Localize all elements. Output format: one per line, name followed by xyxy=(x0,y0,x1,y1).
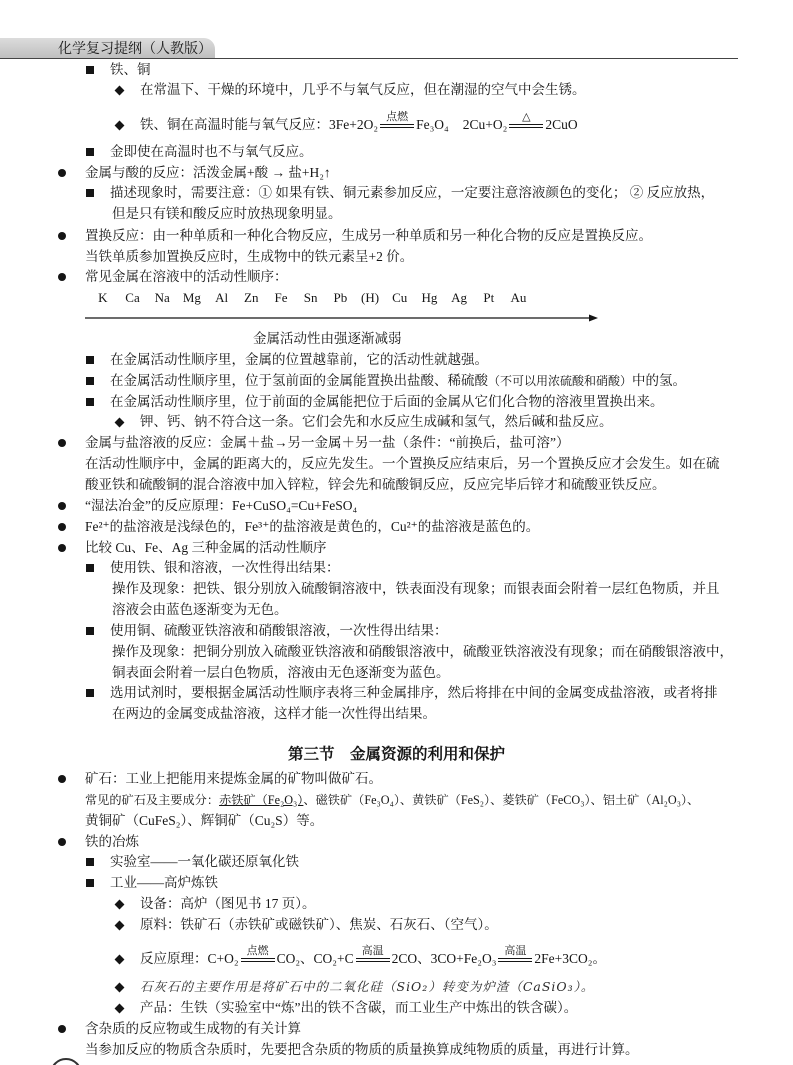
equation-lead: 铁、铜在高温时能与氧气反应：3Fe+2O₂ xyxy=(140,117,379,132)
item-text: 在金属活动性顺序里，金属的位置越靠前，它的活动性就越强。 xyxy=(110,352,488,367)
diamond-bullet-icon xyxy=(114,920,124,930)
metal-symbol: Fe xyxy=(274,290,288,305)
item-activity-rule2 xyxy=(0,371,793,391)
item-text: 比较 Cu、Fe、Ag 三种金属的活动性顺序 xyxy=(85,540,327,555)
ore-list-lead: 常见的矿石及主要成分： xyxy=(85,793,220,807)
dot-bullet-icon xyxy=(58,775,66,783)
item-text: 在常温下、干燥的环境中，几乎不与氧气反应，但在潮湿的空气中会生锈。 xyxy=(140,82,586,97)
item-hydrometallurgy xyxy=(0,496,793,516)
dot-bullet-icon xyxy=(58,439,66,447)
diamond-bullet-icon xyxy=(114,417,124,427)
dot-bullet-icon xyxy=(58,232,66,240)
square-bullet-icon xyxy=(86,627,94,635)
item-metal-acid xyxy=(0,163,793,183)
square-bullet-icon xyxy=(86,66,94,74)
item-ion-colors xyxy=(0,517,793,537)
square-bullet-icon xyxy=(86,189,94,197)
dot-bullet-icon xyxy=(58,523,66,531)
item-ore-list-cont xyxy=(0,811,793,831)
item-text: 但是只有镁和酸反应时放热现象明显。 xyxy=(112,206,342,221)
condition-text: 点燃 xyxy=(246,945,269,957)
item-gold xyxy=(0,142,793,162)
condition-text: 点燃 xyxy=(386,111,409,123)
item-text: 常见金属在溶液中的活动性顺序： xyxy=(85,269,288,284)
item-text: 当铁单质参加置换反应时，生成物中的铁元素呈+2 价。 xyxy=(85,249,414,264)
item-metal-salt-cont xyxy=(0,454,793,474)
rule-text: 在金属活动性顺序里，位于氢前面的金属能置换出盐酸、稀硫酸 xyxy=(110,373,488,388)
item-text: Fe²⁺的盐溶液是浅绿色的，Fe³⁺的盐溶液是黄色的，Cu²⁺的盐溶液是蓝色的。 xyxy=(85,519,540,534)
item-text xyxy=(85,790,699,810)
metal-symbol: Hg xyxy=(421,290,438,305)
square-bullet-icon xyxy=(86,398,94,406)
item-text: 钾、钙、钠不符合这一条。它们会先和水反应生成碱和氢气，然后碱和盐反应。 xyxy=(140,414,613,429)
item-activity-exception xyxy=(0,412,793,432)
item-text: 金属与盐溶液的反应：金属＋盐→另一金属＋另一盐（条件：“前换后，盐可溶”） xyxy=(85,435,570,450)
item-text: 酸亚铁和硫酸铜的混合溶液中加入锌粒，锌会先和硫酸铜反应，反应完毕后锌才和硫酸亚铁反应。 xyxy=(85,477,666,492)
item-text: 产品：生铁（实验室中“炼”出的铁不含碳，而工业生产中炼出的铁含碳）。 xyxy=(140,1000,578,1015)
item-metal-salt-cont xyxy=(0,475,793,495)
item-text: 在活动性顺序中，金属的距离大的，反应先发生。一个置换反应结束后，另一个置换反应才会发生。如在硫 xyxy=(85,456,720,471)
item-text: 含杂质的反应物或生成物的有关计算 xyxy=(85,1021,301,1036)
diamond-bullet-icon xyxy=(114,899,124,909)
item-text: 金属与酸的反应：活泼金属+酸 → 盐+H₂↑ xyxy=(85,165,331,180)
item-iron-copper xyxy=(0,60,793,80)
equation-part: CO₂、CO₂+C xyxy=(276,951,354,966)
square-bullet-icon xyxy=(86,689,94,697)
item-activity-rule3 xyxy=(0,392,793,412)
item-smelting-equipment xyxy=(0,894,793,914)
item-smelting-lab xyxy=(0,852,793,872)
metal-symbol: Ca xyxy=(125,290,140,305)
condition-text: 高温 xyxy=(361,945,384,957)
item-text: 溶液会由蓝色逐渐变为无色。 xyxy=(112,602,288,617)
item-impurity xyxy=(0,1019,793,1039)
item-text: “湿法冶金”的反应原理：Fe+CuSO₄=Cu+FeSO₄ xyxy=(85,498,358,513)
dot-bullet-icon xyxy=(58,273,66,281)
high-temp-equation xyxy=(140,111,578,135)
item-text: 在两边的金属变成盐溶液，这样才能一次性得出结果。 xyxy=(112,706,436,721)
item-compare-method1-cont xyxy=(0,600,793,620)
diamond-bullet-icon xyxy=(114,120,124,130)
item-text: 设备：高炉（图见书 17 页）。 xyxy=(140,896,316,911)
square-bullet-icon xyxy=(86,858,94,866)
item-iron-smelting xyxy=(0,832,793,852)
item-text: 铁的冶炼 xyxy=(85,834,139,849)
dot-bullet-icon xyxy=(58,544,66,552)
item-smelting-industry xyxy=(0,873,793,893)
ore-list-rest: 、磁铁矿（Fe₃O₄）、黄铁矿（FeS₂）、菱铁矿（FeCO₃）、铝土矿（Al₂O₃）、 xyxy=(303,793,700,807)
item-activity-rule1 xyxy=(0,350,793,370)
item-ore-list xyxy=(0,790,793,810)
item-text: 金即使在高温时也不与氧气反应。 xyxy=(110,144,313,159)
item-smelting-product xyxy=(0,998,793,1018)
reaction-condition xyxy=(380,111,414,129)
item-text: 原料：铁矿石（赤铁矿或磁铁矿）、焦炭、石灰石、（空气）。 xyxy=(140,917,498,932)
item-text: 黄铜矿（CuFeS₂）、辉铜矿（Cu₂S）等。 xyxy=(85,813,324,828)
reaction-condition xyxy=(241,945,275,963)
item-text xyxy=(110,371,686,391)
diamond-bullet-icon xyxy=(114,1003,124,1013)
item-text: 铁、铜 xyxy=(110,62,151,77)
item-text: 实验室——一氧化碳还原氧化铁 xyxy=(110,854,299,869)
item-text: 矿石：工业上把能用来提炼金属的矿物叫做矿石。 xyxy=(85,771,382,786)
metal-symbol: Pb xyxy=(333,290,348,305)
item-compare-method1 xyxy=(0,558,793,578)
diamond-bullet-icon xyxy=(114,85,124,95)
metal-symbol: Cu xyxy=(392,290,408,305)
metal-symbol: (H) xyxy=(361,290,380,305)
equation-product: Fe₃O₄ xyxy=(416,117,449,132)
metal-symbol: Sn xyxy=(303,290,318,305)
square-bullet-icon xyxy=(86,564,94,572)
square-bullet-icon xyxy=(86,148,94,156)
item-compare-method2 xyxy=(0,621,793,641)
item-text: 使用铜、硫酸亚铁溶液和硝酸银溶液，一次性得出结果： xyxy=(110,623,448,638)
diamond-bullet-icon xyxy=(114,982,124,992)
item-text: 在金属活动性顺序里，位于前面的金属能把位于后面的金属从它们化合物的溶液里置换出来。 xyxy=(110,394,664,409)
item-smelting-principle xyxy=(0,945,793,969)
item-displacement-cont xyxy=(0,247,793,267)
arrow-label-row xyxy=(0,329,793,349)
item-text: 工业——高炉炼铁 xyxy=(110,875,218,890)
metal-symbol: K xyxy=(98,290,108,305)
item-acid-note xyxy=(0,183,793,203)
item-displacement xyxy=(0,226,793,246)
item-compare-method1-cont xyxy=(0,579,793,599)
item-compare xyxy=(0,538,793,558)
section-heading: 第三节 金属资源的利用和保护 xyxy=(287,746,505,763)
item-text: 石灰石的主要作用是将矿石中的二氧化硅（SiO₂）转变为炉渣（CaSiO₃）。 xyxy=(140,979,595,994)
item-compare-tip xyxy=(0,683,793,703)
item-text: 当参加反应的物质含杂质时，先要把含杂质的物质的质量换算成纯物质的质量，再进行计算。 xyxy=(85,1042,639,1057)
metal-symbol: Au xyxy=(510,290,527,305)
item-compare-method2-cont xyxy=(0,642,793,662)
metal-symbol: Al xyxy=(215,290,229,305)
equation-part: 2CO、3CO+Fe₂O₃ xyxy=(391,951,497,966)
equation-product: 2CuO xyxy=(545,117,578,132)
metal-symbol: Zn xyxy=(244,290,259,305)
item-text: 铜表面会附着一层白色物质，溶液由无色逐渐变为蓝色。 xyxy=(112,665,450,680)
reaction-condition xyxy=(498,945,532,963)
item-text: 操作及现象：把铁、银分别放入硫酸铜溶液中，铁表面没有现象；而银表面会附着一层红色物质，并且 xyxy=(112,581,720,596)
metal-symbol: Mg xyxy=(182,290,201,305)
dot-bullet-icon xyxy=(58,502,66,510)
header-title: 化学复习提纲（人教版） xyxy=(58,41,212,57)
square-bullet-icon xyxy=(86,356,94,364)
square-bullet-icon xyxy=(86,879,94,887)
metal-symbol: Pt xyxy=(483,290,495,305)
item-smelting-materials xyxy=(0,915,793,935)
item-metal-salt xyxy=(0,433,793,453)
item-normal-temp xyxy=(0,80,793,100)
dot-bullet-icon xyxy=(58,1025,66,1033)
metal-symbol: Na xyxy=(154,290,170,305)
reaction-condition xyxy=(509,111,543,129)
item-text: 操作及现象：把铜分别放入硫酸亚铁溶液和硝酸银溶液中，硫酸亚铁溶液没有现象；而在硝酸银溶液中， xyxy=(112,644,733,659)
item-ore xyxy=(0,769,793,789)
item-high-temp-reaction xyxy=(0,111,793,135)
item-activity-series xyxy=(0,267,793,287)
ore-hematite-underlined: 赤铁矿（Fe₂O₃） xyxy=(219,793,304,807)
header-rule xyxy=(0,58,738,59)
equation-reactants: 2Cu+O₂ xyxy=(462,117,508,132)
principle-equation xyxy=(140,945,606,969)
item-impurity-cont xyxy=(0,1040,793,1060)
condition-text: △ xyxy=(522,111,531,123)
item-text: 描述现象时，需要注意：① 如果有铁、铜元素参加反应，一定要注意溶液颜色的变化； ② 反应放热， xyxy=(110,185,715,200)
item-text: 使用铁、银和溶液，一次性得出结果： xyxy=(110,560,340,575)
metal-symbol: Ag xyxy=(451,290,468,305)
item-compare-method2-cont xyxy=(0,663,793,683)
square-bullet-icon xyxy=(86,377,94,385)
reaction-condition xyxy=(356,945,390,963)
item-smelting-limestone xyxy=(0,977,793,997)
equation-lead: 反应原理：C+O₂ xyxy=(140,951,239,966)
metal-activity-series xyxy=(88,288,533,308)
arrow-label: 金属活动性由强逐渐减弱 xyxy=(253,331,402,346)
rule-parenthetical: （不可以用浓硫酸和硝酸） xyxy=(488,374,633,388)
condition-text: 高温 xyxy=(504,945,527,957)
rule-text: 中的氢。 xyxy=(632,373,687,388)
item-acid-note-cont xyxy=(0,204,793,224)
activity-arrow-icon xyxy=(84,312,600,324)
item-text: 选用试剂时，要根据金属活动性顺序表将三种金属排序，然后将排在中间的金属变成盐溶液，或者将排 xyxy=(110,685,718,700)
item-compare-tip-cont xyxy=(0,704,793,724)
dot-bullet-icon xyxy=(58,838,66,846)
equation-part: 2Fe+3CO₂。 xyxy=(534,951,606,966)
header-tab xyxy=(0,38,215,58)
item-text: 置换反应：由一种单质和一种化合物反应，生成另一种单质和另一种化合物的反应是置换反应。 xyxy=(85,228,652,243)
dot-bullet-icon xyxy=(58,169,66,177)
diamond-bullet-icon xyxy=(114,954,124,964)
